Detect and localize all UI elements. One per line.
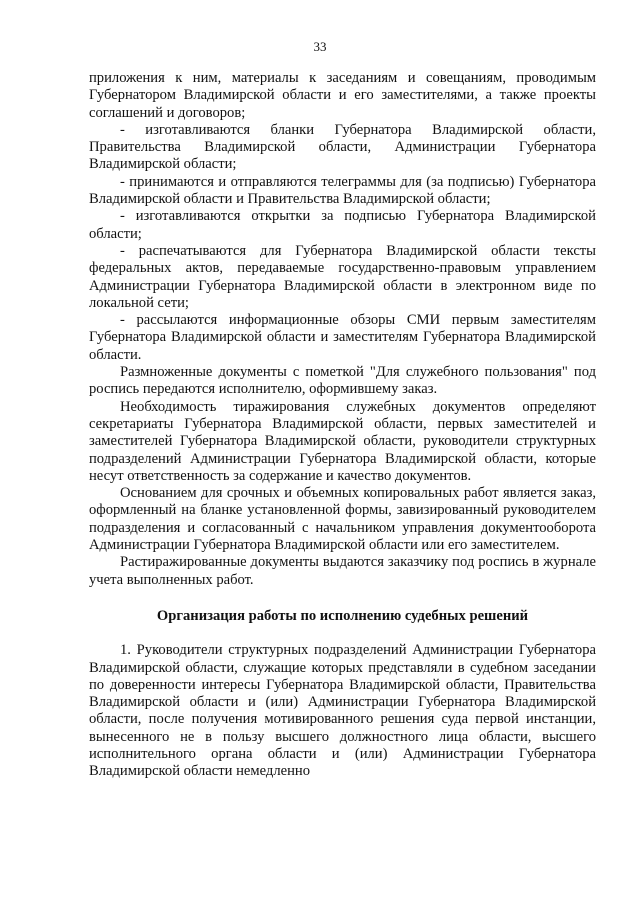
page-number: 33 <box>313 39 327 54</box>
paragraph: - изготавливаются бланки Губернатора Владимирской области, Правительства Владимирской области, Администрации Губернатора Владимирской области; <box>89 121 596 173</box>
section-heading: Организация работы по исполнению судебных решений <box>156 607 529 624</box>
paragraph: Основанием для срочных и объемных копировальных работ является заказ, оформленный на бланке установленной формы, завизированный руководителем подразделения и согласованный с начальником управления документооборота Администрации Губернатора Владимирской области или его заместителем. <box>89 485 596 554</box>
paragraph: - принимаются и отправляются телеграммы для (за подписью) Губернатора Владимирской области и Правительства Владимирской области; <box>89 173 596 208</box>
paragraph: - распечатываются для Губернатора Владимирской области тексты федеральных актов, передаваемые государственно-правовым управлением Администрации Губернатора Владимирской области в электронном виде по локальной сети; <box>89 242 596 311</box>
paragraph: Размноженные документы с пометкой "Для служебного пользования" под роспись передаются исполнителю, оформившему заказ. <box>89 364 596 398</box>
paragraph: Необходимость тиражирования служебных документов определяют секретариаты Губернатора Владимирской области, первых заместителей и заместителей Губернатора Владимирской области, руководители структурных подразделений Администрации Губернатора Владимирской области, которые несут ответственность за содержание и качество документов. <box>89 398 596 484</box>
paragraph: - рассылаются информационные обзоры СМИ первым заместителям Губернатора Владимирской области и заместителям Губернатора Владимирской области. <box>89 312 596 363</box>
paragraph: 1. Руководители структурных подразделений Администрации Губернатора Владимирской области, служащие которых представляли в судебном заседании по доверенности интересы Губернатора Владимирской области, Правительства Владимирской области и (или) Администрации Губернатора Владимирской области, после получения мотивированного решения суда первой инстанции, вынесенного не в пользу высшего должностного лица области, высшего исполнительного органа области и (или) Администрации Губернатора Владимирской области немедленно <box>89 642 596 780</box>
paragraph: - изготавливаются открытки за подписью Губернатора Владимирской области; <box>89 208 596 242</box>
paragraph: приложения к ним, материалы к заседаниям и совещаниям, проводимым Губернатором Владимирской области и его заместителями, а также проекты соглашений и договоров; <box>89 70 596 121</box>
document-body <box>89 70 596 781</box>
paragraph: Растиражированные документы выдаются заказчику под роспись в журнале учета выполненных работ. <box>89 554 596 588</box>
